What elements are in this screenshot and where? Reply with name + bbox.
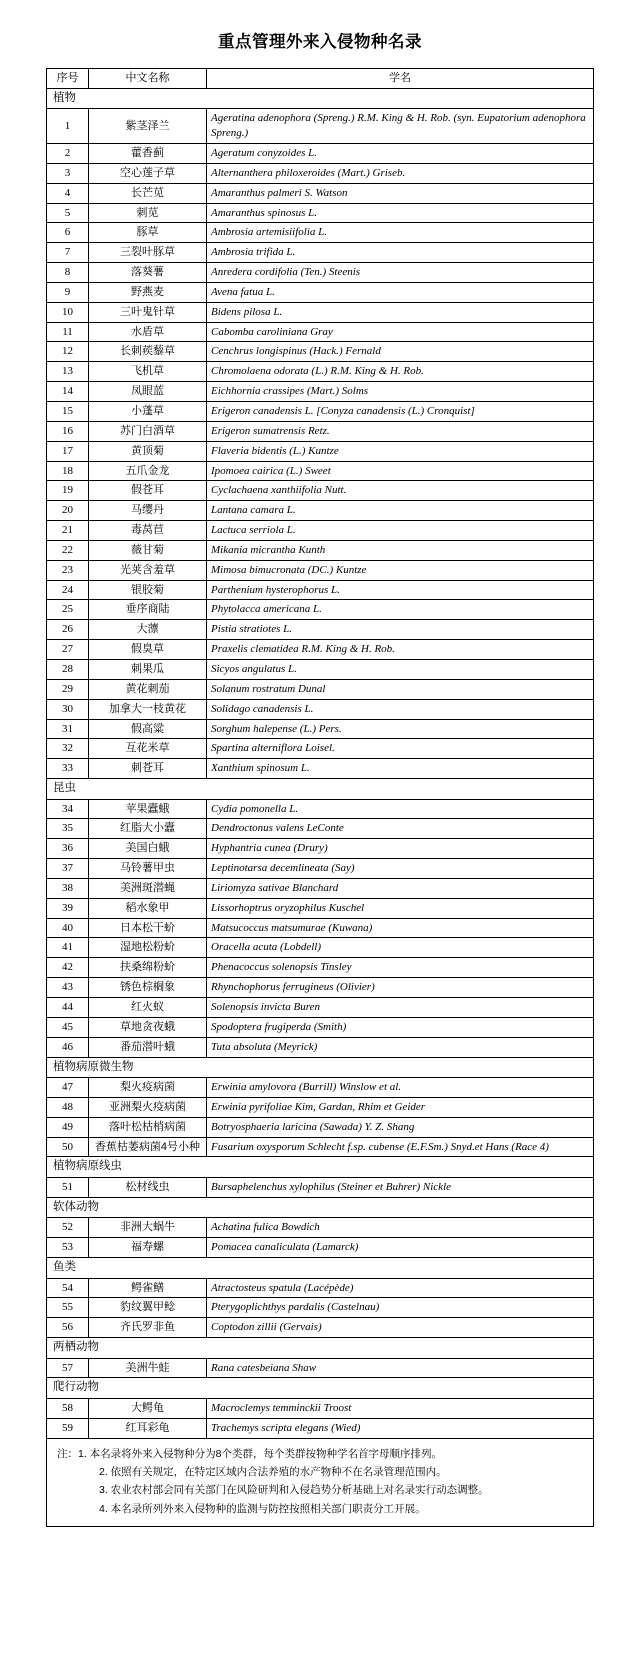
group-row <box>47 1197 594 1218</box>
cell-scientific-name: Amaranthus palmeri S. Watson <box>207 183 594 203</box>
cell-scientific-name: Cydia pomonella L. <box>207 799 594 819</box>
cell-no: 24 <box>47 580 89 600</box>
cell-chinese-name: 藿香蓟 <box>89 144 207 164</box>
cell-chinese-name: 日本松干蚧 <box>89 918 207 938</box>
cell-no: 26 <box>47 620 89 640</box>
cell-scientific-name: Solanum rostratum Dunal <box>207 679 594 699</box>
note-line <box>57 1500 583 1518</box>
cell-no: 42 <box>47 958 89 978</box>
cell-chinese-name: 大薸 <box>89 620 207 640</box>
cell-scientific-name: Ambrosia trifida L. <box>207 243 594 263</box>
table-row <box>47 719 594 739</box>
table-row <box>47 839 594 859</box>
cell-chinese-name: 番茄潜叶蛾 <box>89 1037 207 1057</box>
cell-chinese-name: 红脂大小蠹 <box>89 819 207 839</box>
group-row <box>47 1338 594 1359</box>
note-line <box>57 1445 583 1463</box>
cell-scientific-name: Lissorhoptrus oryzophilus Kuschel <box>207 898 594 918</box>
cell-no: 12 <box>47 342 89 362</box>
cell-chinese-name: 水盾草 <box>89 322 207 342</box>
cell-no: 43 <box>47 978 89 998</box>
cell-scientific-name: Chromolaena odorata (L.) R.M. King & H. Rob. <box>207 362 594 382</box>
cell-no: 50 <box>47 1137 89 1157</box>
cell-no: 59 <box>47 1418 89 1438</box>
group-row <box>47 1057 594 1078</box>
cell-chinese-name: 红耳彩龟 <box>89 1418 207 1438</box>
table-row <box>47 342 594 362</box>
cell-chinese-name: 梨火疫病菌 <box>89 1078 207 1098</box>
cell-no: 55 <box>47 1298 89 1318</box>
cell-scientific-name: Erwinia amylovora (Burrill) Winslow et al. <box>207 1078 594 1098</box>
note-text-1: 1. 本名录将外来入侵物种分为8个类群，每个类群按物种学名首字母顺序排列。 <box>78 1447 443 1460</box>
table-row <box>47 1418 594 1438</box>
cell-scientific-name: Spartina alterniflora Loisel. <box>207 739 594 759</box>
cell-scientific-name: Cabomba caroliniana Gray <box>207 322 594 342</box>
table-row <box>47 109 594 144</box>
cell-chinese-name: 长芒苋 <box>89 183 207 203</box>
cell-chinese-name: 非洲大蜗牛 <box>89 1218 207 1238</box>
cell-no: 11 <box>47 322 89 342</box>
cell-scientific-name: Oracella acuta (Lobdell) <box>207 938 594 958</box>
cell-scientific-name: Fusarium oxysporum Schlecht f.sp. cubense (E.F.Sm.) Snyd.et Hans (Race 4) <box>207 1137 594 1157</box>
cell-chinese-name: 光荚含羞草 <box>89 560 207 580</box>
table-row <box>47 1177 594 1197</box>
cell-chinese-name: 互花米草 <box>89 739 207 759</box>
cell-no: 3 <box>47 163 89 183</box>
group-row <box>47 88 594 109</box>
group-label: 软体动物 <box>47 1197 594 1218</box>
group-label: 鱼类 <box>47 1257 594 1278</box>
cell-chinese-name: 湿地松粉蚧 <box>89 938 207 958</box>
table-row <box>47 859 594 879</box>
cell-no: 49 <box>47 1117 89 1137</box>
table-row <box>47 1037 594 1057</box>
cell-chinese-name: 垂序商陆 <box>89 600 207 620</box>
table-row <box>47 759 594 779</box>
cell-no: 8 <box>47 263 89 283</box>
table-row <box>47 560 594 580</box>
cell-no: 15 <box>47 402 89 422</box>
cell-scientific-name: Liriomyza sativae Blanchard <box>207 878 594 898</box>
cell-no: 33 <box>47 759 89 779</box>
cell-chinese-name: 齐氏罗非鱼 <box>89 1318 207 1338</box>
cell-scientific-name: Leptinotarsa decemlineata (Say) <box>207 859 594 879</box>
cell-chinese-name: 草地贪夜蛾 <box>89 1017 207 1037</box>
cell-chinese-name: 刺苍耳 <box>89 759 207 779</box>
table-row <box>47 521 594 541</box>
table-row <box>47 163 594 183</box>
cell-chinese-name: 香蕉枯萎病菌4号小种 <box>89 1137 207 1157</box>
cell-chinese-name: 豹纹翼甲鲶 <box>89 1298 207 1318</box>
notes-lead: 注： <box>57 1447 78 1460</box>
cell-chinese-name: 福寿螺 <box>89 1238 207 1258</box>
cell-scientific-name: Avena fatua L. <box>207 282 594 302</box>
cell-no: 54 <box>47 1278 89 1298</box>
column-header-cn: 中文名称 <box>89 69 207 89</box>
cell-chinese-name: 苏门白酒草 <box>89 421 207 441</box>
cell-chinese-name: 长刺蒺藜草 <box>89 342 207 362</box>
table-row <box>47 580 594 600</box>
cell-no: 2 <box>47 144 89 164</box>
cell-chinese-name: 假苍耳 <box>89 481 207 501</box>
cell-scientific-name: Sorghum halepense (L.) Pers. <box>207 719 594 739</box>
cell-chinese-name: 野燕麦 <box>89 282 207 302</box>
cell-scientific-name: Erigeron canadensis L. [Conyza canadensis (L.) Cronquist] <box>207 402 594 422</box>
column-header-sci: 学名 <box>207 69 594 89</box>
cell-scientific-name: Ageratum conyzoides L. <box>207 144 594 164</box>
table-row <box>47 282 594 302</box>
column-header-no: 序号 <box>47 69 89 89</box>
cell-scientific-name: Pterygoplichthys pardalis (Castelnau) <box>207 1298 594 1318</box>
cell-no: 58 <box>47 1398 89 1418</box>
group-row <box>47 1378 594 1399</box>
cell-no: 38 <box>47 878 89 898</box>
table-row <box>47 938 594 958</box>
cell-chinese-name: 三裂叶豚草 <box>89 243 207 263</box>
table-row <box>47 819 594 839</box>
table-row <box>47 1238 594 1258</box>
table-row <box>47 1278 594 1298</box>
table-row <box>47 640 594 660</box>
cell-chinese-name: 凤眼蓝 <box>89 382 207 402</box>
note-line <box>57 1481 583 1499</box>
cell-scientific-name: Ambrosia artemisiifolia L. <box>207 223 594 243</box>
cell-no: 5 <box>47 203 89 223</box>
group-label: 植物 <box>47 88 594 109</box>
cell-scientific-name: Phytolacca americana L. <box>207 600 594 620</box>
cell-scientific-name: Anredera cordifolia (Ten.) Steenis <box>207 263 594 283</box>
cell-chinese-name: 紫茎泽兰 <box>89 109 207 144</box>
cell-no: 37 <box>47 859 89 879</box>
cell-no: 45 <box>47 1017 89 1037</box>
cell-chinese-name: 假高粱 <box>89 719 207 739</box>
cell-scientific-name: Atractosteus spatula (Lacépède) <box>207 1278 594 1298</box>
cell-no: 30 <box>47 699 89 719</box>
cell-no: 4 <box>47 183 89 203</box>
cell-chinese-name: 马铃薯甲虫 <box>89 859 207 879</box>
table-row <box>47 402 594 422</box>
cell-chinese-name: 银胶菊 <box>89 580 207 600</box>
cell-no: 25 <box>47 600 89 620</box>
table-row <box>47 382 594 402</box>
table-row <box>47 1097 594 1117</box>
cell-chinese-name: 刺果瓜 <box>89 659 207 679</box>
table-row <box>47 600 594 620</box>
cell-chinese-name: 假臭草 <box>89 640 207 660</box>
cell-scientific-name: Parthenium hysterophorus L. <box>207 580 594 600</box>
cell-chinese-name: 薇甘菊 <box>89 540 207 560</box>
cell-no: 21 <box>47 521 89 541</box>
cell-chinese-name: 落叶松枯梢病菌 <box>89 1117 207 1137</box>
table-row <box>47 223 594 243</box>
cell-chinese-name: 鳄雀鳝 <box>89 1278 207 1298</box>
cell-chinese-name: 五爪金龙 <box>89 461 207 481</box>
cell-scientific-name: Achatina fulica Bowdich <box>207 1218 594 1238</box>
cell-chinese-name: 松材线虫 <box>89 1177 207 1197</box>
cell-no: 51 <box>47 1177 89 1197</box>
cell-no: 10 <box>47 302 89 322</box>
table-row <box>47 501 594 521</box>
cell-scientific-name: Coptodon zillii (Gervais) <box>207 1318 594 1338</box>
table-row <box>47 878 594 898</box>
table-row <box>47 1078 594 1098</box>
cell-scientific-name: Xanthium spinosum L. <box>207 759 594 779</box>
cell-scientific-name: Ipomoea cairica (L.) Sweet <box>207 461 594 481</box>
cell-scientific-name: Pomacea canaliculata (Lamarck) <box>207 1238 594 1258</box>
table-row <box>47 1318 594 1338</box>
cell-no: 56 <box>47 1318 89 1338</box>
cell-chinese-name: 大鳄龟 <box>89 1398 207 1418</box>
cell-no: 47 <box>47 1078 89 1098</box>
cell-scientific-name: Erwinia pyrifoliae Kim, Gardan, Rhim et Geider <box>207 1097 594 1117</box>
group-label: 昆虫 <box>47 779 594 800</box>
cell-scientific-name: Eichhornia crassipes (Mart.) Solms <box>207 382 594 402</box>
cell-scientific-name: Bursaphelenchus xylophilus (Steiner et Buhrer) Nickle <box>207 1177 594 1197</box>
table-header <box>47 69 594 89</box>
cell-scientific-name: Trachemys scripta elegans (Wied) <box>207 1418 594 1438</box>
cell-no: 17 <box>47 441 89 461</box>
note-text-2: 2. 依照有关规定，在特定区域内合法养殖的水产物种不在名录管理范围内。 <box>99 1465 447 1478</box>
cell-chinese-name: 红火蚁 <box>89 998 207 1018</box>
table-row <box>47 1117 594 1137</box>
cell-scientific-name: Lactuca serriola L. <box>207 521 594 541</box>
cell-no: 32 <box>47 739 89 759</box>
note-line <box>57 1463 583 1481</box>
cell-chinese-name: 小蓬草 <box>89 402 207 422</box>
table-row <box>47 679 594 699</box>
cell-no: 40 <box>47 918 89 938</box>
cell-scientific-name: Lantana camara L. <box>207 501 594 521</box>
table-row <box>47 203 594 223</box>
cell-chinese-name: 飞机草 <box>89 362 207 382</box>
cell-scientific-name: Alternanthera philoxeroides (Mart.) Griseb. <box>207 163 594 183</box>
group-row <box>47 1257 594 1278</box>
table-row <box>47 1137 594 1157</box>
cell-chinese-name: 美洲牛蛙 <box>89 1358 207 1378</box>
cell-no: 52 <box>47 1218 89 1238</box>
cell-no: 44 <box>47 998 89 1018</box>
table-row <box>47 362 594 382</box>
group-row <box>47 779 594 800</box>
table-row <box>47 461 594 481</box>
cell-scientific-name: Spodoptera frugiperda (Smith) <box>207 1017 594 1037</box>
cell-no: 6 <box>47 223 89 243</box>
cell-scientific-name: Amaranthus spinosus L. <box>207 203 594 223</box>
cell-chinese-name: 美国白蛾 <box>89 839 207 859</box>
cell-scientific-name: Rhynchophorus ferrugineus (Olivier) <box>207 978 594 998</box>
table-row <box>47 699 594 719</box>
table-row <box>47 898 594 918</box>
cell-scientific-name: Erigeron sumatrensis Retz. <box>207 421 594 441</box>
cell-scientific-name: Ageratina adenophora (Spreng.) R.M. King & H. Rob. (syn. Eupatorium adenophora Spreng.) <box>207 109 594 144</box>
table-row <box>47 998 594 1018</box>
cell-no: 57 <box>47 1358 89 1378</box>
cell-no: 20 <box>47 501 89 521</box>
cell-scientific-name: Praxelis clematidea R.M. King & H. Rob. <box>207 640 594 660</box>
note-text-3: 3. 农业农村部会同有关部门在风险研判和入侵趋势分析基础上对名录实行动态调整。 <box>99 1484 489 1497</box>
cell-no: 28 <box>47 659 89 679</box>
cell-no: 9 <box>47 282 89 302</box>
cell-scientific-name: Tuta absoluta (Meyrick) <box>207 1037 594 1057</box>
group-label: 植物病原微生物 <box>47 1057 594 1078</box>
cell-no: 48 <box>47 1097 89 1117</box>
cell-chinese-name: 美洲斑潜蝇 <box>89 878 207 898</box>
cell-scientific-name: Rana catesbeiana Shaw <box>207 1358 594 1378</box>
cell-scientific-name: Botryosphaeria laricina (Sawada) Y. Z. Shang <box>207 1117 594 1137</box>
cell-scientific-name: Sicyos angulatus L. <box>207 659 594 679</box>
cell-chinese-name: 黄花刺茄 <box>89 679 207 699</box>
cell-no: 19 <box>47 481 89 501</box>
cell-scientific-name: Hyphantria cunea (Drury) <box>207 839 594 859</box>
table-row <box>47 441 594 461</box>
cell-scientific-name: Solenopsis invicta Buren <box>207 998 594 1018</box>
cell-no: 23 <box>47 560 89 580</box>
cell-chinese-name: 加拿大一枝黄花 <box>89 699 207 719</box>
cell-no: 53 <box>47 1238 89 1258</box>
cell-scientific-name: Mimosa bimucronata (DC.) Kuntze <box>207 560 594 580</box>
cell-scientific-name: Dendroctonus valens LeConte <box>207 819 594 839</box>
table-row <box>47 540 594 560</box>
table-row <box>47 144 594 164</box>
cell-scientific-name: Solidago canadensis L. <box>207 699 594 719</box>
table-body <box>47 88 594 1438</box>
table-row <box>47 322 594 342</box>
cell-chinese-name: 豚草 <box>89 223 207 243</box>
table-row <box>47 620 594 640</box>
table-row <box>47 978 594 998</box>
cell-no: 13 <box>47 362 89 382</box>
table-row <box>47 1218 594 1238</box>
cell-scientific-name: Flaveria bidentis (L.) Kuntze <box>207 441 594 461</box>
cell-chinese-name: 三叶鬼针草 <box>89 302 207 322</box>
species-table <box>46 68 594 1439</box>
cell-no: 31 <box>47 719 89 739</box>
cell-chinese-name: 黄顶菊 <box>89 441 207 461</box>
cell-scientific-name: Cyclachaena xanthiifolia Nutt. <box>207 481 594 501</box>
cell-scientific-name: Macroclemys temminckii Troost <box>207 1398 594 1418</box>
cell-no: 35 <box>47 819 89 839</box>
table-row <box>47 659 594 679</box>
cell-no: 29 <box>47 679 89 699</box>
table-row <box>47 918 594 938</box>
table-row <box>47 302 594 322</box>
table-row <box>47 1358 594 1378</box>
cell-no: 27 <box>47 640 89 660</box>
cell-chinese-name: 稻水象甲 <box>89 898 207 918</box>
group-row <box>47 1157 594 1178</box>
cell-chinese-name: 马缨丹 <box>89 501 207 521</box>
table-row <box>47 958 594 978</box>
notes-block <box>46 1439 594 1528</box>
group-label: 爬行动物 <box>47 1378 594 1399</box>
cell-scientific-name: Cenchrus longispinus (Hack.) Fernald <box>207 342 594 362</box>
cell-scientific-name: Mikania micrantha Kunth <box>207 540 594 560</box>
cell-no: 14 <box>47 382 89 402</box>
cell-chinese-name: 锈色棕榈象 <box>89 978 207 998</box>
cell-no: 34 <box>47 799 89 819</box>
cell-no: 1 <box>47 109 89 144</box>
cell-no: 16 <box>47 421 89 441</box>
cell-no: 22 <box>47 540 89 560</box>
table-row <box>47 183 594 203</box>
cell-chinese-name: 刺苋 <box>89 203 207 223</box>
table-row <box>47 481 594 501</box>
table-row <box>47 799 594 819</box>
table-row <box>47 1298 594 1318</box>
table-row <box>47 243 594 263</box>
cell-scientific-name: Phenacoccus solenopsis Tinsley <box>207 958 594 978</box>
cell-no: 41 <box>47 938 89 958</box>
note-text-4: 4. 本名录所列外来入侵物种的监测与防控按照相关部门职责分工开展。 <box>99 1502 426 1515</box>
group-label: 两栖动物 <box>47 1338 594 1359</box>
cell-no: 39 <box>47 898 89 918</box>
cell-chinese-name: 亚洲梨火疫病菌 <box>89 1097 207 1117</box>
cell-scientific-name: Matsucoccus matsumurae (Kuwana) <box>207 918 594 938</box>
table-row <box>47 263 594 283</box>
table-row <box>47 421 594 441</box>
cell-scientific-name: Pistia stratiotes L. <box>207 620 594 640</box>
cell-chinese-name: 落葵薯 <box>89 263 207 283</box>
table-row <box>47 739 594 759</box>
cell-chinese-name: 毒莴苣 <box>89 521 207 541</box>
cell-scientific-name: Bidens pilosa L. <box>207 302 594 322</box>
cell-no: 18 <box>47 461 89 481</box>
cell-no: 7 <box>47 243 89 263</box>
cell-chinese-name: 空心莲子草 <box>89 163 207 183</box>
table-row <box>47 1017 594 1037</box>
cell-no: 36 <box>47 839 89 859</box>
table-row <box>47 1398 594 1418</box>
cell-chinese-name: 苹果蠹蛾 <box>89 799 207 819</box>
cell-chinese-name: 扶桑绵粉蚧 <box>89 958 207 978</box>
page-title: 重点管理外来入侵物种名录 <box>218 33 422 51</box>
cell-no: 46 <box>47 1037 89 1057</box>
group-label: 植物病原线虫 <box>47 1157 594 1178</box>
